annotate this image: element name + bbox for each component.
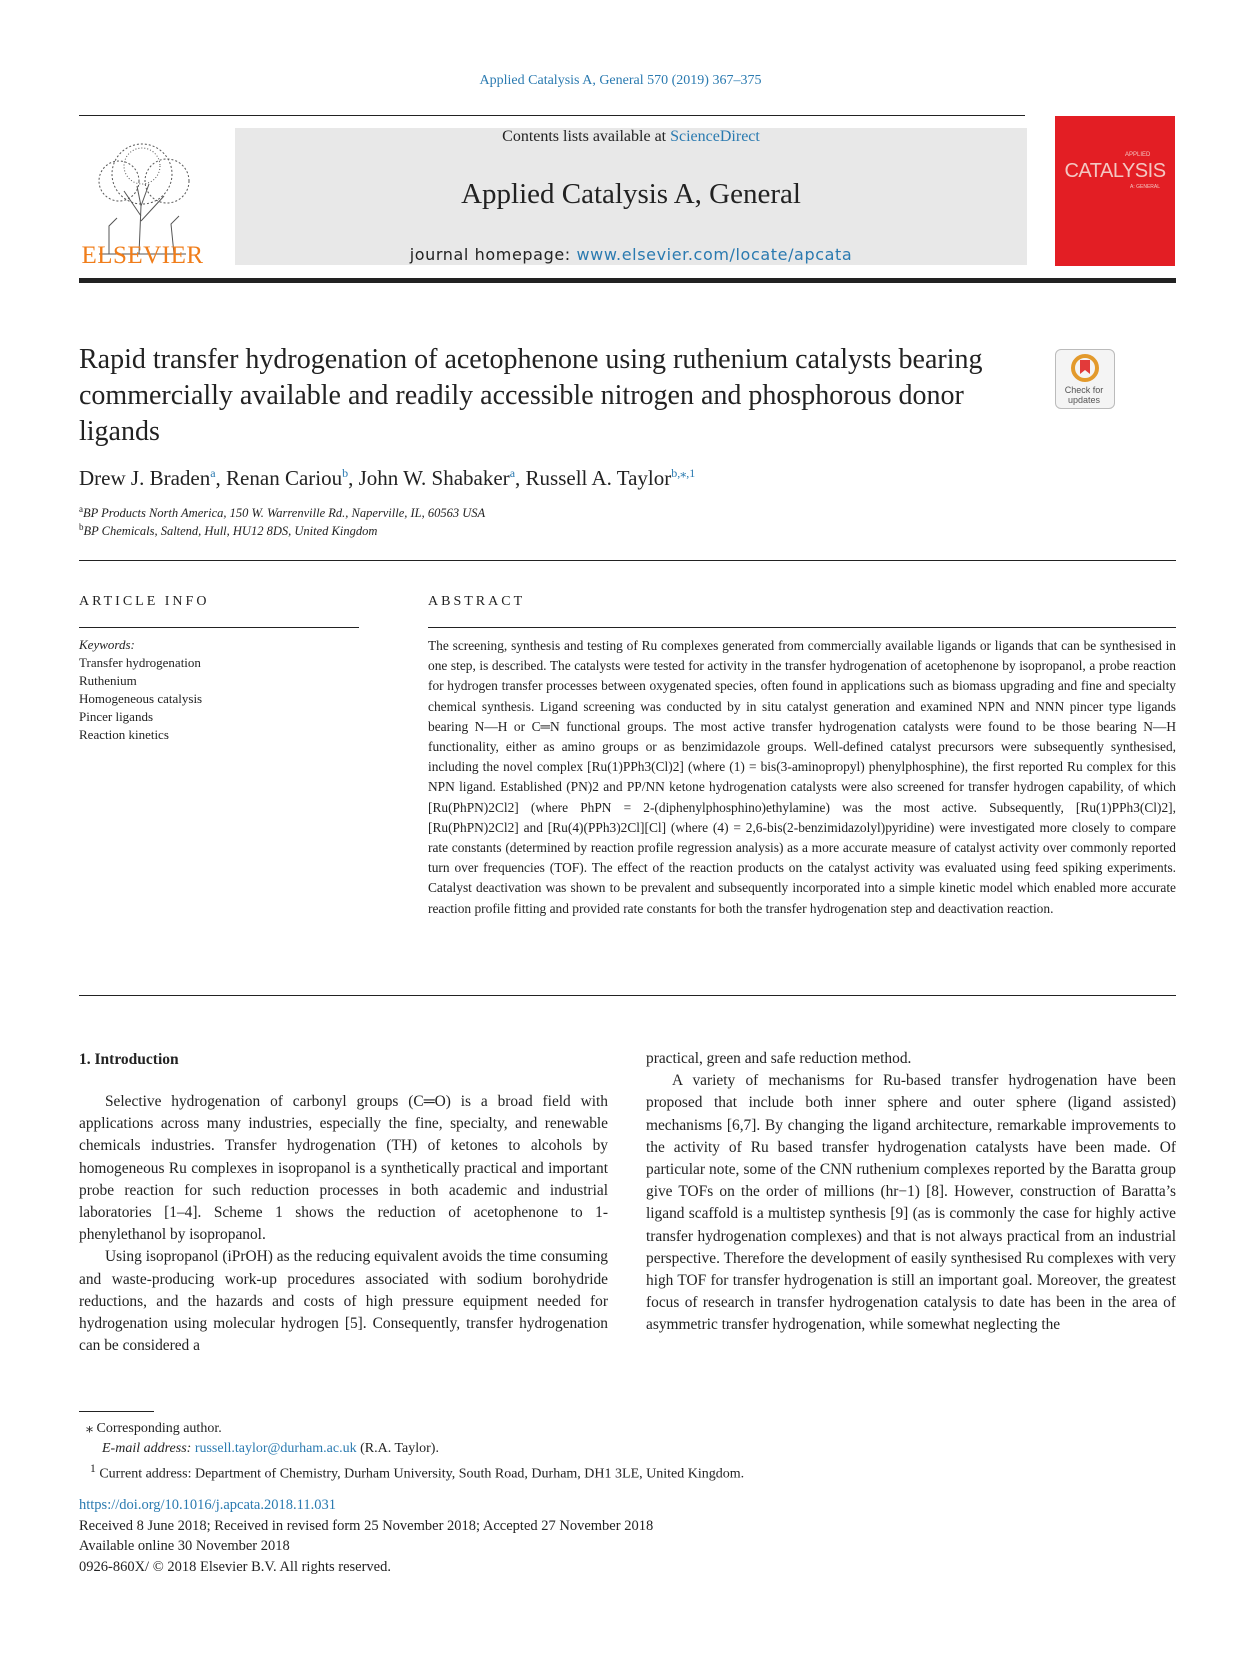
contents-prefix: Contents lists available at (502, 128, 671, 145)
received-dates: Received 8 June 2018; Received in revised form 25 November 2018; Accepted 27 November 2018 (79, 1517, 654, 1534)
affiliation-text: BP Chemicals, Saltend, Hull, HU12 8DS, United Kingdom (83, 524, 378, 539)
cover-top-label: APPLIED (1125, 152, 1151, 158)
email-link[interactable]: russell.taylor@durham.ac.uk (194, 1441, 357, 1456)
homepage-link[interactable]: www.elsevier.com/locate/apcata (576, 245, 853, 264)
author-separator: , (215, 466, 227, 490)
bookmark-icon (1056, 350, 1114, 384)
affiliation-mark: b (79, 522, 84, 532)
left-column (79, 1091, 608, 1357)
article-title: Rapid transfer hydrogenation of acetophenone using ruthenium catalysts bearing commercially available and readily accessible nitrogen and phosphorous donor ligands (79, 344, 983, 447)
journal-name: Applied Catalysis A, General (461, 178, 801, 210)
journal-cover (1055, 116, 1175, 266)
keyword: Pincer ligands (79, 709, 154, 724)
publication-info (79, 1495, 653, 1577)
affiliation-a (79, 504, 485, 521)
keyword: Ruthenium (79, 673, 137, 688)
abstract-heading: ABSTRACT (428, 594, 526, 609)
header-top-rule (79, 115, 1025, 116)
intro-paragraph: Selective hydrogenation of carbonyl groups (C═O) is a broad field with applications across many industries, especially the fine, specialty, and renewable chemicals industries. Transfer hydrogenation (TH) of ketones to alcohols by homogeneous Ru complexes in isopropanol is a synthetically practical and important probe reaction for such reduction processes in both academic and industrial laboratories [1–4]. Scheme 1 shows the reduction of acetophenone to 1-phenylethanol by isopropanol. (79, 1093, 608, 1244)
introduction-heading: 1. Introduction (79, 1051, 179, 1068)
article-info-rule (79, 627, 359, 628)
homepage-prefix: journal homepage: (409, 245, 577, 264)
article-info-heading: ARTICLE INFO (79, 594, 210, 609)
affiliation-mark: a (79, 504, 83, 514)
affiliation-b (79, 522, 377, 539)
author-affiliation-mark[interactable]: b,⁎,1 (671, 466, 696, 480)
check-for-updates-label: Check for updates (1064, 385, 1104, 405)
author: Drew J. Braden (79, 466, 211, 490)
copyright: 0926-860X/ © 2018 Elsevier B.V. All rights reserved. (79, 1558, 391, 1575)
keywords-label: Keywords: (79, 637, 135, 652)
authors-rule (79, 560, 1176, 561)
doi-link[interactable]: https://doi.org/10.1016/j.apcata.2018.11.031 (79, 1497, 336, 1513)
footnote-rule (79, 1411, 154, 1412)
footnote-email (102, 1439, 439, 1458)
keyword: Transfer hydrogenation (79, 655, 201, 670)
author-affiliation-mark[interactable]: a (210, 466, 216, 480)
author: John W. Shabaker (358, 466, 510, 490)
journal-homepage (235, 245, 1027, 264)
footnote-mark: 1 (90, 1462, 96, 1475)
author-affiliation-mark[interactable]: b (342, 466, 349, 480)
abstract-bottom-rule (79, 995, 1176, 996)
footnote-corresponding (86, 1419, 222, 1438)
header-thick-rule (79, 278, 1176, 283)
cover-title: CATALYSIS (1064, 160, 1166, 182)
footnote-text: Current address: Department of Chemistry, Durham University, South Road, Durham, DH1 3LE, United Kingdom. (99, 1466, 745, 1482)
author-list (79, 466, 695, 491)
author-separator: , (348, 466, 359, 490)
footnote-text: Corresponding author. (96, 1421, 222, 1436)
email-suffix: (R.A. Taylor). (356, 1441, 439, 1456)
intro-paragraph: Using isopropanol (iPrOH) as the reducing equivalent avoids the time consuming and waste-producing work-up procedures associated with sodium borohydride reductions, and the hazards and costs of high pressure equipment needed for hydrogenation using molecular hydrogen [5]. Consequently, transfer hydrogenation can be considered a (79, 1248, 608, 1355)
author: Renan Cariou (226, 466, 343, 490)
footnote-current-address (90, 1459, 744, 1484)
contents-line (235, 128, 1027, 146)
abstract-text: The screening, synthesis and testing of Ru complexes generated from commercially available ligands or ligands that can be synthesised in one step, is described. The catalysts were tested for activity in the transfer hydrogenation of acetophenone by isopropanol, a probe reaction for hydrogen transfer processes between oxygenated species, often found in applications such as biomass upgrading and fine and specialty chemical synthesis. Ligand screening was conducted by in situ catalyst generation and examined NPN and NNN pincer type ligands bearing N—H or C═N functional groups. The most active transfer hydrogenation catalysts were found to be those bearing N—H functionality, either as amino groups or as benzimidazole groups. Well-defined catalyst precursors were subsequently synthesised, including the novel complex [Ru(1)PPh3(Cl)2] (where (1) = bis(3-aminopropyl) phenylphosphine), the first reported Ru complex for this NPN ligand. Established (PN)2 and PP/NN ketone hydrogenation catalysts were also screened for transfer hydrogen capability, of which [Ru(PhPN)2Cl2] (where PhPN = 2-(diphenylphosphino)ethylamine) was the most active. Subsequently, [Ru(1)PPh3(Cl)2], [Ru(PhPN)2Cl2] and [Ru(4)(PPh3)2Cl][Cl] (where (4) = 2,6-bis(2-benzimidazolyl)pyridine) were investigated more closely to compare rate constants (determined by reaction profile regression analysis) as a more accurate measure of catalyst activity over commonly reported turn over frequencies (TOF). The effect of the reaction products on the catalyst activity was evaluated using feed spiking experiments. Catalyst deactivation was shown to be prevalent and subsequently incorporated into a simple kinetic model which enabled more accurate reaction profile fitting and provided rate constants for both the transfer hydrogenation step and deactivation reaction. (428, 638, 1176, 916)
available-online: Available online 30 November 2018 (79, 1538, 290, 1554)
right-column (646, 1048, 1176, 1337)
publisher-name: ELSEVIER (81, 242, 204, 269)
asterisk-mark: ⁎ (86, 1421, 97, 1436)
author-affiliation-mark[interactable]: a (509, 466, 516, 480)
author: Russell A. Taylor (525, 466, 672, 490)
intro-paragraph: A variety of mechanisms for Ru-based transfer hydrogenation have been proposed that include both inner sphere and outer sphere (ligand assisted) mechanisms [6,7]. By changing the ligand architecture, remarkable improvements to the activity of Ru based transfer hydrogenation catalysts have been made. Of particular note, some of the CNN ruthenium complexes reported by the Baratta group give TOFs on the order of millions (hr−1) [8]. However, construction of Baratta’s ligand scaffold is a multistep synthesis [9] (as is commonly the case for highly active transfer hydrogenation complexes) and that is not always practical from an industrial perspective. Therefore the development of easily synthesised Ru complexes with very high TOF for transfer hydrogenation is still an important goal. Moreover, the greatest focus of research in transfer hydrogenation catalysis to date has been in the area of asymmetric transfer hydrogenation, while somewhat neglecting the (646, 1072, 1176, 1334)
author-separator: , (515, 466, 526, 490)
affiliation-text: BP Products North America, 150 W. Warrenville Rd., Naperville, IL, 60563 USA (83, 506, 486, 521)
sciencedirect-link[interactable]: ScienceDirect (670, 128, 760, 145)
abstract-rule (428, 627, 1176, 628)
cover-subtitle: A: GENERAL (1130, 184, 1161, 190)
intro-paragraph: practical, green and safe reduction method. (646, 1050, 912, 1067)
keyword: Homogeneous catalysis (79, 691, 203, 706)
email-label: E-mail address: (102, 1441, 195, 1456)
journal-reference[interactable]: Applied Catalysis A, General 570 (2019) 367–375 (479, 73, 762, 88)
keyword: Reaction kinetics (79, 727, 169, 742)
